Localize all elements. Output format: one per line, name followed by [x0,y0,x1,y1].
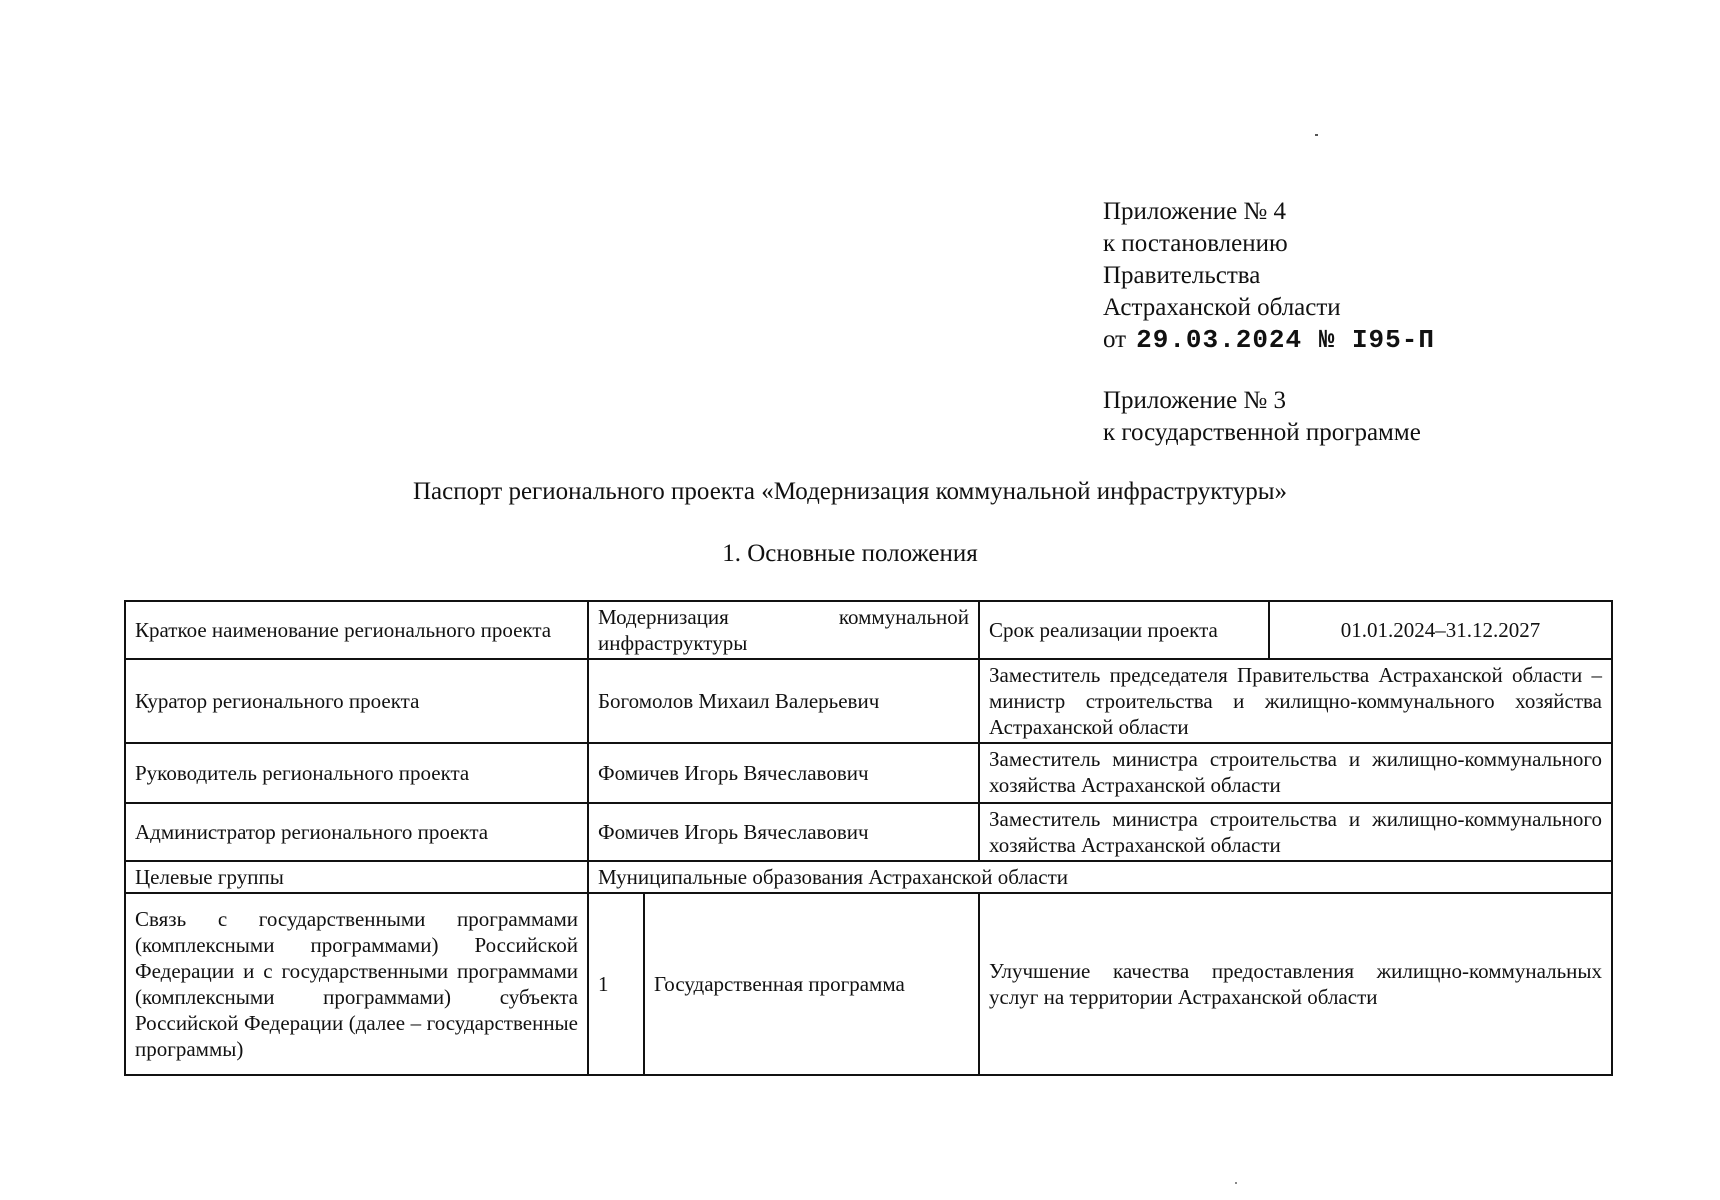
appendix-header [1103,196,1435,356]
date-line [1103,324,1435,356]
date-number: 29.03.2024 № I95-П [1136,325,1435,355]
short-name-label: Краткое наименование регионального проекта [125,601,588,659]
table-row [125,601,1612,659]
manager-label: Руководитель регионального проекта [125,743,588,803]
program-name: Улучшение качества предоставления жилищно-коммунальных услуг на территории Астраханской области [979,893,1612,1075]
manager-name: Фомичев Игорь Вячеславович [588,743,979,803]
table-row [125,861,1612,893]
program-appendix-number: Приложение № 3 [1103,387,1287,414]
section-title: 1. Основные положения [722,540,978,567]
table-row [125,893,1612,1075]
program-appendix-header [1103,385,1421,449]
administrator-name: Фомичев Игорь Вячеславович [588,803,979,861]
administrator-position: Заместитель министра строительства и жилищно-коммунального хозяйства Астраханской области [979,803,1612,861]
appendix-number: Приложение № 4 [1103,198,1287,225]
program-line: к государственной программе [1103,419,1421,446]
term-label: Срок реализации проекта [979,601,1269,659]
document-title: Паспорт регионального проекта «Модернизация коммунальной инфраструктуры» [412,478,1288,505]
region-line: Астраханской области [1103,294,1341,321]
program-type: Государственная программа [644,893,979,1075]
target-groups-value: Муниципальные образования Астраханской области [588,861,1612,893]
date-prefix: от [1103,326,1127,353]
scan-speck [1315,134,1318,136]
term-value: 01.01.2024–31.12.2027 [1269,601,1612,659]
program-number: 1 [588,893,644,1075]
programs-link-label: Связь с государственными программами (комплексными программами) Российской Федерации и с государственными программами (комплексными программами) субъекта Российской Федерации (далее – государственные программы) [125,893,588,1075]
table-row [125,743,1612,803]
administrator-label: Администратор регионального проекта [125,803,588,861]
target-groups-label: Целевые группы [125,861,588,893]
scan-speck [1235,1182,1237,1184]
short-name-value: Модернизация коммунальной инфраструктуры [588,601,979,659]
manager-position: Заместитель министра строительства и жилищно-коммунального хозяйства Астраханской области [979,743,1612,803]
curator-name: Богомолов Михаил Валерьевич [588,659,979,743]
curator-position: Заместитель председателя Правительства Астраханской области – министр строительства и жилищно-коммунального хозяйства Астраханской области [979,659,1612,743]
table-row [125,803,1612,861]
government-line: Правительства [1103,262,1261,289]
resolution-line: к постановлению [1103,230,1288,257]
curator-label: Куратор регионального проекта [125,659,588,743]
table-row [125,659,1612,743]
project-passport-table [124,600,1613,1076]
